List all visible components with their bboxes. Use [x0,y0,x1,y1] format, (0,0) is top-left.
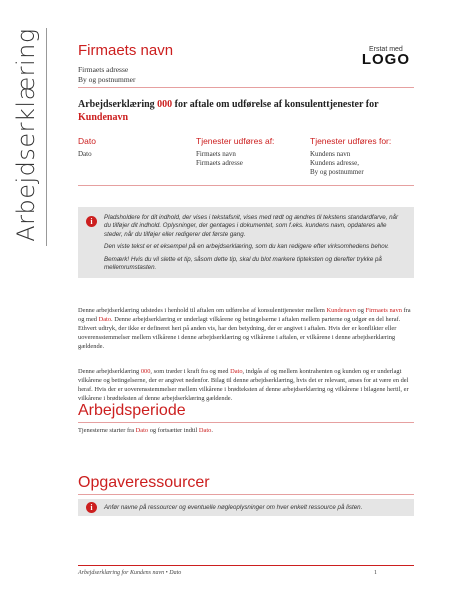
info-table [78,136,414,186]
end-date-field[interactable]: Dato [198,427,212,434]
section-heading-work-period: Arbejdsperiode [78,402,186,419]
performed-for-column [310,136,420,177]
logo-placeholder[interactable] [362,46,410,67]
date-column [78,136,188,159]
terms-text: , indgås af og mellem kontrahenten og kunden og er underlagt vilkårene og betingelserne, der er angivet nedenfor. Bilag til denne arbejdserklæring, hvis det er relevant, anses for at være en del heraf. Hvis der er uoverensstemmelser mellem vilkårene i brødteksten af denne arbejdserklæring og vilkårene i bilagene hertil, er vilkårene i brødteksten af denne arbejdserklæring gældende. [78,368,409,402]
intro-text: fra og med [78,307,411,323]
performed-for-line[interactable]: Kundens adresse, [310,159,359,167]
work-period-text: . [211,427,213,434]
performed-by-line[interactable]: Firmaets navn [196,150,236,158]
date-heading: Dato [78,136,96,146]
info-divider [78,185,414,186]
performed-for-line[interactable]: Kundens navn [310,150,351,158]
resources-tip-text: Anfør navne på ressourcer og eventuelle nøgleoplysninger om hver enkelt ressource på listen. [104,504,363,511]
section-divider [78,494,414,495]
number-field[interactable]: 000 [140,368,151,375]
tip-paragraph: Pladsholdere for dit indhold, der vises i tekstafsnit, vises med rødt og ændres til tekstens standardfarve, når du tilføjer dit indhold. Oplysninger, der gentages i dokumentet, som f.eks. kundens navn, opdateres alle steder, når du tilføjer eller redigerer det første gang. [104,214,399,238]
title-prefix: Arbejdserklæring [78,99,158,110]
terms-text: Denne arbejdserklæring [78,368,141,375]
footer-text[interactable]: Arbejdserklæring for Kundens navn • Dato [78,570,182,576]
header-divider [78,87,414,88]
section-heading-resources: Opgaveressourcer [78,474,210,491]
logo-caption: Erstat med [368,46,403,53]
footer-divider [78,565,414,566]
sidebar-divider [46,28,47,246]
intro-text: og [355,307,366,314]
resources-tip-box[interactable] [78,499,414,516]
company-name-field[interactable]: Firmaets navn [365,307,402,314]
title-client[interactable]: Kundenavn [78,112,129,123]
tip-paragraph: Bemærk! Hvis du vil slette et tip, såsom dette tip, skal du blot markere tipteksten og derefter trykke på mellemrumstasten. [104,255,382,272]
work-period-text: Tjenesterne starter fra [78,427,136,434]
section-divider [78,422,414,423]
tip-box[interactable] [78,207,414,278]
date-field[interactable]: Dato [98,316,112,323]
sidebar-title [6,20,46,250]
tip-paragraph: Den viste tekst er et eksempel på en arbejdserklæring, som du kan redigere efter virksomhedens behov. [104,243,389,251]
performed-by-column [196,136,306,168]
sidebar-title-text: Arbejdserklæring [12,28,40,242]
document-title[interactable] [78,98,413,124]
title-middle: for aftale om udførelse af konsulenttjenester for [172,99,379,110]
company-address[interactable]: Firmaets adresse [78,65,129,74]
performed-by-line[interactable]: Firmaets adresse [196,159,243,167]
intro-text: . Denne arbejdserklæring er underlagt vilkårene og betingelserne i aftalen mellem parterne og udgør en del heraf. Ethvert udtryk, der ikke er defineret heri på anden vis, har den betydning, der er angivet i aftalen. Hvis der er konflikter eller uoverensstemmelser mellem vilkårene i denne arbejdserklæring og vilkårene i aftalen, er vilkårene i denne arbejdserklæring gældende. [78,316,401,350]
terms-paragraph[interactable] [78,367,414,403]
performed-by-heading: Tjenester udføres af: [196,136,275,146]
performed-for-line[interactable]: By og postnummer [310,168,364,176]
date-field[interactable]: Dato [230,368,243,375]
company-name[interactable]: Firmaets navn [78,42,174,59]
terms-text: , som træder i kraft fra og med [150,368,231,375]
work-period-paragraph[interactable] [78,426,414,435]
info-icon: i [86,216,97,227]
start-date-field[interactable]: Dato [135,427,149,434]
intro-paragraph[interactable] [78,306,414,351]
page-number: 1 [374,570,377,576]
info-icon: i [86,502,97,513]
intro-text: Denne arbejdserklæring udstedes i henhold til aftalen om udførelse af konsulenttjenester mellem [78,307,327,314]
date-value[interactable]: Dato [78,150,92,158]
title-number[interactable]: 000 [157,99,173,110]
work-period-text: og fortsætter indtil [148,427,199,434]
company-block [78,42,173,85]
logo-text: LOGO [361,51,410,68]
performed-for-heading: Tjenester udføres for: [310,136,392,146]
client-name-field[interactable]: Kundenavn [326,307,356,314]
company-postal[interactable]: By og postnummer [78,75,136,84]
